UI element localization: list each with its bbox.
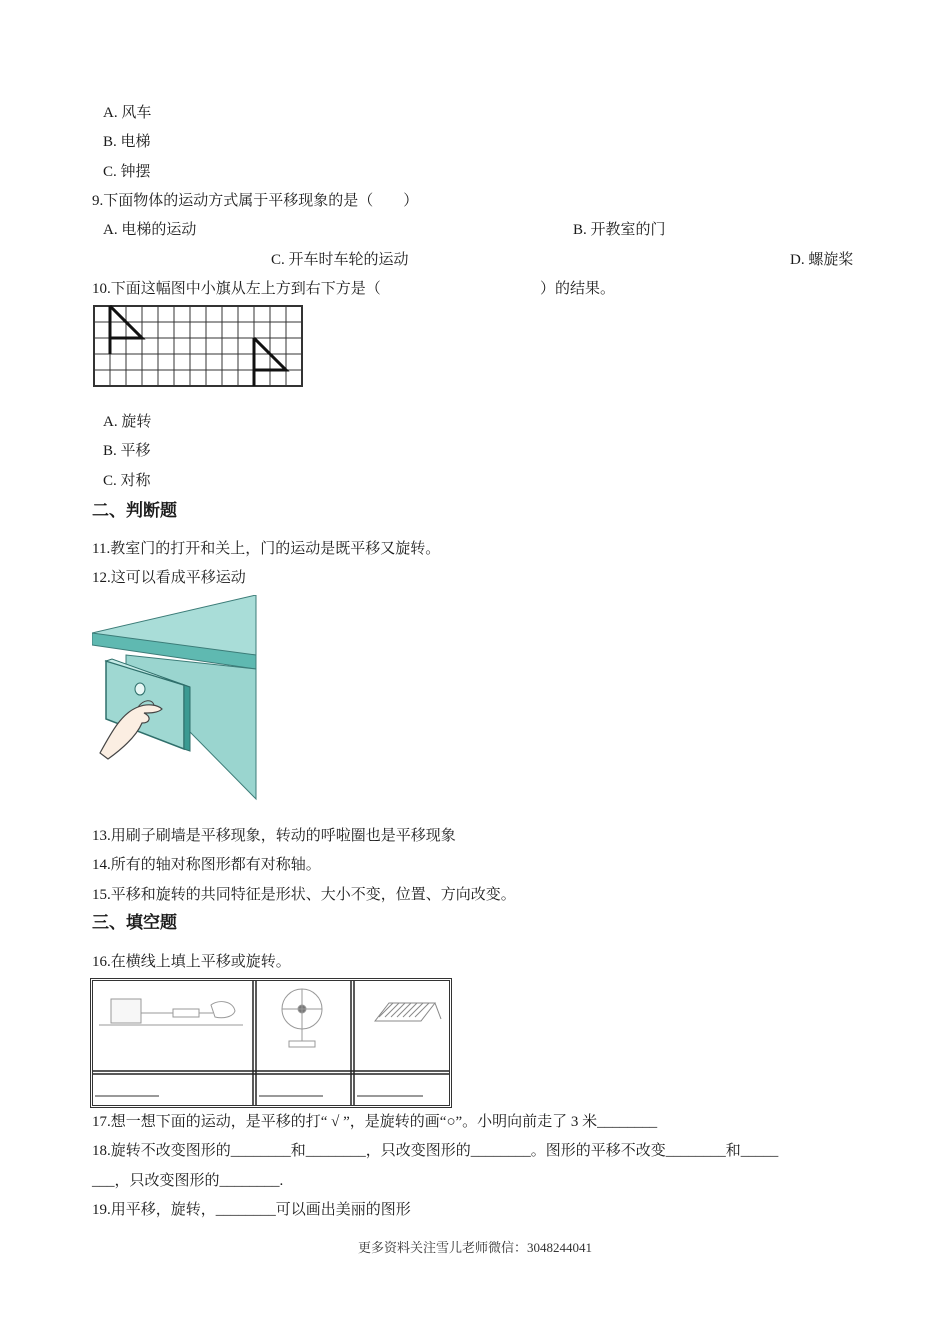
q19: 19.用平移，旋转，________可以画出美丽的图形 [92, 1202, 411, 1218]
q15: 15.平移和旋转的共同特征是形状、大小不变，位置、方向改变。 [92, 887, 516, 903]
q9-option-c: C. 开车时车轮的运动 [271, 252, 409, 268]
footer-note: 更多资料关注雪儿老师微信：3048244041 [357, 1240, 592, 1255]
q13: 13.用刷子刷墙是平移现象，转动的呼啦圈也是平移现象 [92, 828, 456, 844]
q9-option-a: A. 电梯的运动 [103, 222, 197, 238]
q10-option-c: C. 对称 [103, 473, 151, 489]
box-pulling-picture [99, 999, 243, 1025]
q16-picture-table [90, 978, 452, 1108]
q10-stem-left: 10.下面这幅图中小旗从左上方到右下方是（ [92, 281, 381, 297]
section-2-title: 二、判断题 [92, 501, 177, 520]
fan-picture [282, 989, 322, 1047]
q9-option-d: D. 螺旋桨 [790, 252, 854, 268]
q10-option-b: B. 平移 [103, 443, 151, 459]
q9-option-b: B. 开教室的门 [573, 222, 666, 238]
q8-option-c: C. 钟摆 [103, 164, 151, 180]
roller-picture [375, 1003, 441, 1021]
q10-option-a: A. 旋转 [103, 414, 152, 430]
q8-option-b: B. 电梯 [103, 134, 151, 150]
q16: 16.在横线上填上平移或旋转。 [92, 954, 291, 970]
q11: 11.教室门的打开和关上，门的运动是既平移又旋转。 [92, 541, 441, 557]
q18-line-2: ___，只改变图形的________. [92, 1173, 284, 1189]
q17: 17.想一想下面的运动，是平移的打“ √ ”，是旋转的画“○”。小明向前走了 3 米________ [92, 1114, 658, 1130]
section-3-title: 三、填空题 [92, 913, 177, 932]
q14: 14.所有的轴对称图形都有对称轴。 [92, 857, 321, 873]
desk-drawer-illustration [92, 595, 260, 801]
q8-option-a: A. 风车 [103, 105, 152, 121]
q18-line-1: 18.旋转不改变图形的________和________，只改变图形的________。图形的平移不改变________和_____ [92, 1143, 779, 1159]
flag-grid-figure [93, 305, 305, 389]
q12: 12.这可以看成平移运动 [92, 570, 246, 586]
q10-stem-right: ）的结果。 [540, 281, 616, 297]
q9-stem: 9.下面物体的运动方式属于平移现象的是（ ） [92, 193, 419, 209]
